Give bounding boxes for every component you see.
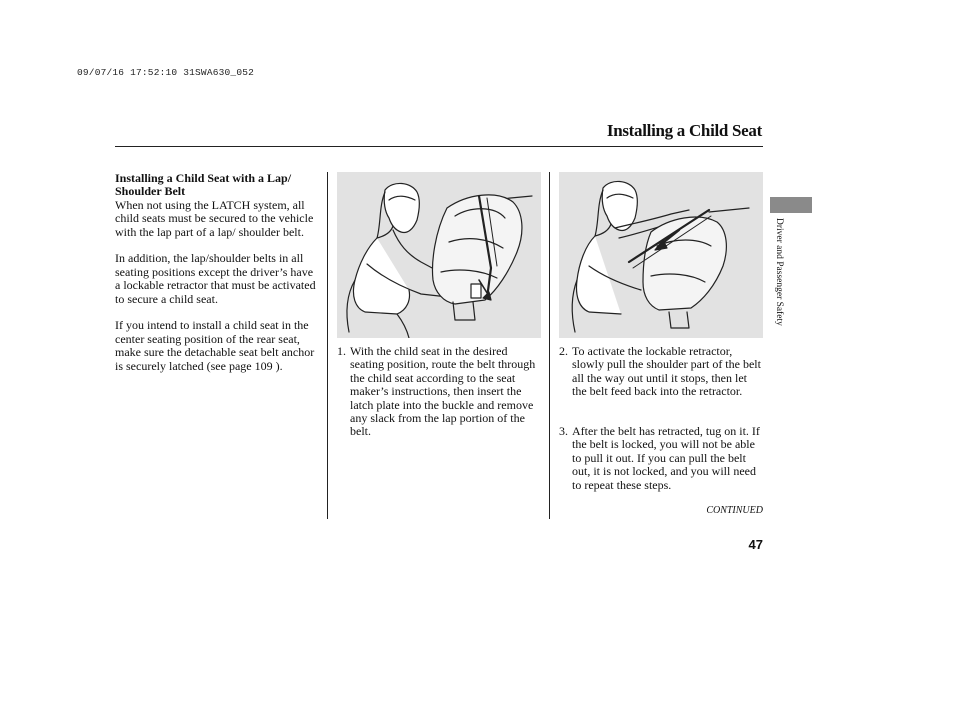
step-2 bbox=[559, 345, 764, 399]
column-divider-1 bbox=[327, 172, 328, 519]
step-2-text: To activate the lockable retractor, slowly pull the shoulder part of the belt all the way out until it stops, then let the belt feed back into the retractor. bbox=[572, 344, 761, 399]
section-tab bbox=[770, 197, 812, 213]
continued-label: CONTINUED bbox=[706, 505, 763, 516]
step-3-number: 3. bbox=[559, 424, 568, 438]
section-tab-label bbox=[770, 218, 784, 360]
step-1-number: 1. bbox=[337, 344, 346, 358]
illustration-locking-retractor bbox=[559, 172, 763, 338]
intro-paragraph-1: When not using the LATCH system, all child seats must be secured to the vehicle with the lap part of a lap/ shoulder belt. bbox=[115, 197, 314, 239]
step-3-text: After the belt has retracted, tug on it. If the belt is locked, you will not be able to pull it out. If you can pull the belt out, it is not locked, and you will need to repeat these steps. bbox=[572, 424, 760, 492]
title-rule bbox=[115, 146, 763, 147]
step-3 bbox=[559, 425, 764, 492]
section-heading: Installing a Child Seat with a Lap/ Shoulder Belt bbox=[115, 171, 292, 199]
intro-column bbox=[115, 172, 320, 386]
page-number: 47 bbox=[748, 537, 763, 552]
print-stamp: 09/07/16 17:52:10 31SWA630_052 bbox=[77, 67, 255, 78]
section-tab-text: Driver and Passenger Safety bbox=[774, 218, 784, 326]
intro-paragraph-3: If you intend to install a child seat in the center seating position of the rear seat, make sure the detachable seat belt anchor is securely latched (see page 109 ). bbox=[115, 318, 315, 373]
intro-paragraph-2: In addition, the lap/shoulder belts in all seating positions except the driver’s have a lockable retractor that must be activated to secure a child seat. bbox=[115, 251, 316, 306]
column-divider-2 bbox=[549, 172, 550, 519]
step-1 bbox=[337, 345, 542, 439]
step-2-number: 2. bbox=[559, 344, 568, 358]
illustration-routing-belt bbox=[337, 172, 541, 338]
step-1-text: With the child seat in the desired seating position, route the belt through the child seat according to the seat maker’s instructions, then insert the latch plate into the buckle and remove any slack from the lap portion of the belt. bbox=[350, 344, 536, 439]
page-title: Installing a Child Seat bbox=[606, 121, 762, 140]
